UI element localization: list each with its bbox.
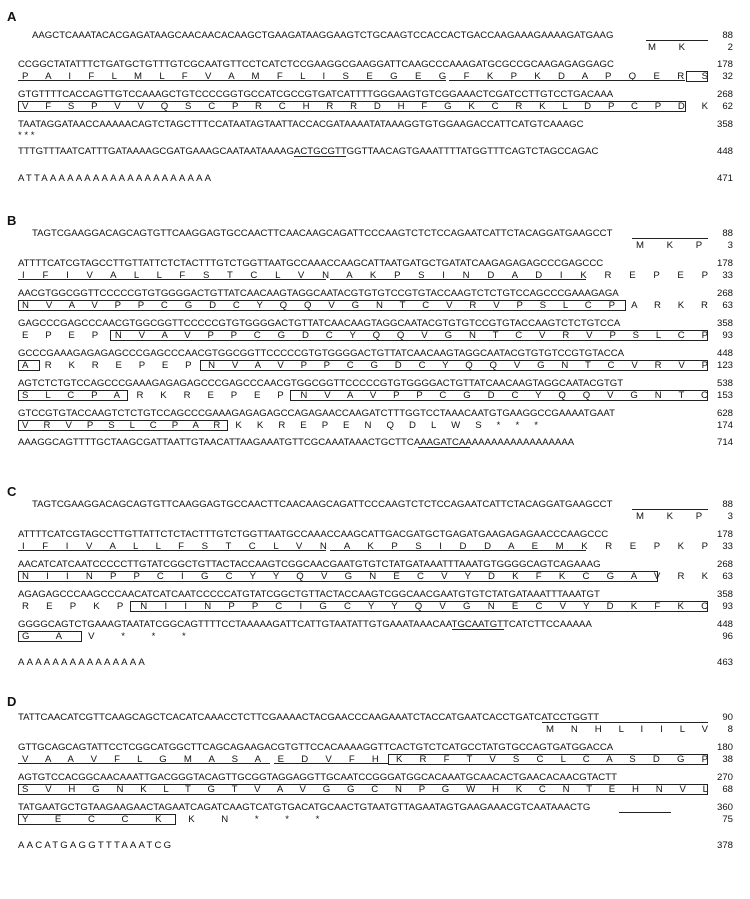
row-number: 268	[716, 288, 733, 299]
dna-row: AACGTGGCGGTTCCCCCGTGTGGGGACTGTTATCAACAAGTAGGCAATACGTGTGTCCGTGTACCAAGTCTCTGTCCAGCCCGAAAGAGA	[18, 288, 619, 299]
protein-row: I F I V A L L F S T C L V N A K P S I D D A E M K R E P K P	[22, 541, 708, 552]
mature-peptide-box	[18, 300, 626, 311]
dna-row: GGGGCAGTCTGAAAGTAATATCGGCAGTTTTCCTAAAAAGATTCATTGTAATATTGTGAAATAAACAATGCAATGTTCATCTTCCAAAAA	[18, 619, 592, 630]
protein-row: P A I F L M L F V A M F L I S E G E G F K P K D A P Q E R S	[22, 71, 708, 82]
signal-peptide-underline	[632, 238, 708, 239]
mature-peptide-box	[18, 571, 658, 582]
signal-peptide-underline	[632, 509, 708, 510]
row-number: 448	[716, 348, 733, 359]
row-number: 448	[716, 619, 733, 630]
dna-row: AGTCTCTGTCCAGCCCGAAAGAGAGAGCCCGAGCCCAACGTGGCGGTTCCCCCGTGTGGGGACTGTTATCAACAAGTAGGCAATACGTGT	[18, 378, 624, 389]
polya-signal-underline	[294, 156, 346, 157]
dna-row: ATTTTCATCGTAGCCTTGTTATTCTCTACTTTGTCTGGTTAATGCCAAACCAAGCATTAATGATGCTGATATCAAGAGAGAGCCCGAGCCC	[18, 258, 604, 269]
panel-label-c: C	[7, 484, 17, 499]
row-number: 538	[716, 378, 733, 389]
mature-peptide-box	[18, 420, 228, 431]
row-number: 75	[722, 814, 733, 825]
dna-row: AAAGGCAGTTTTGCTAAGCGATTAATTGTAACATTAAGAAATGTTCGCAAATAAACTGCTTCAAAGATCAAAAAAAAAAAAAAAAAA	[18, 437, 575, 448]
dna-row: AACATCATCAATCCCCCTTGTATCGGCTGTTACTACCAAGTCGGCAACGAATGTGTCTATGATAAATTTAAATGTGGGGCAGTCAGAAAG	[18, 559, 601, 570]
polya-signal-underline	[619, 812, 671, 813]
protein-row: V A A V F L G M A S A E D V F H K R F T V S C L C A S D G P	[22, 754, 708, 765]
row-number: 93	[722, 330, 733, 341]
dna-row: GTTGCAGCAGTATTCCTCGGCATGGCTTCAGCAGAAGACGTGTTCCACAAAAGGTTCACTGTCTCATGCCTATGTGCCAGTGATGGACCA	[18, 742, 614, 753]
row-number: 628	[716, 408, 733, 419]
dna-row: TAATAGGATAACCAAAAACAGTCTAGCTTTCCATAATAGTAATTACCACGATAAAATATAAAGGTGTGGAAGACCATTCATGTCAAAGC	[18, 119, 584, 130]
panel-label-d: D	[7, 694, 17, 709]
dna-row: GTCCGTGTACCAAGTCTCTGTCCAGCCCGAAAGAGAGAGCCAGAGAACCAAGATCTTTGGTCCTAAACAATGTGAAGGCCGAAAATGAAT	[18, 408, 615, 419]
dna-row: TAGTCGAAGGACAGCAGTGTTCAAGGAGTGCCAACTTCAACAAGCAGATTCCCAAGTCTCTCCAGAATCATTCTACAGGATGAAGCCT	[32, 499, 613, 510]
protein-row: M N H L I I L V	[546, 724, 708, 735]
row-number: 123	[716, 360, 733, 371]
row-number: 360	[716, 802, 733, 813]
dna-row: GTGTTTTCACCAGTTGTCCAAAGCTGTCCCCGGTGCCATCGCCGTGATCATTTTGGGAAGTGTCGGAAACTCGATCCTTGTCCTGACAAA	[18, 89, 614, 100]
protein-row: A R K R E P E P N V A V P P C G D C Y Q Q V G N T C V R V P	[22, 360, 708, 371]
signal-peptide-underline	[646, 40, 708, 41]
row-number: 358	[716, 119, 733, 130]
row-number: 448	[716, 146, 733, 157]
row-number: 88	[722, 499, 733, 510]
propeptide-underline	[449, 69, 685, 81]
row-number: 63	[722, 300, 733, 311]
propeptide-underline	[330, 539, 586, 551]
row-number: 270	[716, 772, 733, 783]
propeptide-underline	[274, 752, 388, 764]
row-number: 33	[722, 270, 733, 281]
protein-row: S V H G N K L T G T V A V G G C N P G W H K C N T E H N V L	[22, 784, 708, 795]
row-number: 174	[716, 420, 733, 431]
protein-row: G A V * * *	[22, 631, 198, 642]
dna-row: AAGCTCAAATACACGAGATAAGCAACAACACAAGCTGAAGATAAGGAAGTCTGCAAGTCCACCACTGACCAAGAAAGAAAAGATGAAG	[32, 30, 614, 41]
row-number: 178	[716, 529, 733, 540]
dna-row: AACATGAGGTTTAAATCG	[18, 840, 174, 851]
protein-row: Y E C C K K N * * *	[22, 814, 332, 825]
protein-row: V F S P V V Q S C P R C H R R D H F G K C R K L D P C P D K	[22, 101, 708, 112]
row-number: 33	[722, 541, 733, 552]
mature-peptide-box	[290, 390, 708, 401]
mature-peptide-box	[110, 330, 708, 341]
mature-peptide-box	[130, 601, 708, 612]
row-number: 88	[722, 30, 733, 41]
row-number: 268	[716, 89, 733, 100]
row-number: 90	[722, 712, 733, 723]
protein-row: M K P	[636, 511, 713, 522]
dna-row: AGAGAGCCCAAGCCCAACATCATCAATCCCCCATGTATCGGCTGTTACTACCAAGTCGGCAACGAATGTGTCTATGATAAATTTAAATGT	[18, 589, 600, 600]
dna-row: ATTTTCATCGTAGCCTTGTTATTCTCTACTTTGTCTGGTTAATGCCAAACCAAGCATTGACGATGCTGAGATGAAGAGAGAACCCAAGCCC	[18, 529, 609, 540]
signal-peptide-underline	[18, 69, 446, 81]
protein-row: M K P	[636, 240, 713, 251]
row-number: 180	[716, 742, 733, 753]
mature-peptide-box	[18, 631, 82, 642]
row-number: 96	[722, 631, 733, 642]
signal-peptide-underline	[18, 752, 270, 764]
dna-row: TAGTCGAAGGACAGCAGTGTTCAAGGAGTGCCAACTTCAACAAGCAGATTCCCAAGTCTCTCCAGAATCATTCTACAGGATGAAGCCT	[32, 228, 613, 239]
row-number: 62	[722, 101, 733, 112]
dna-row: AAAAAAAAAAAAAAA	[18, 657, 147, 668]
propeptide-underline	[330, 268, 586, 280]
row-number: 378	[716, 840, 733, 851]
dna-row: GAGCCCGAGCCCAACGTGGCGGTTCCCCCGTGTGGGGACTGTTATCAACAAGTAGGCAATACGTGTGTCCGTGTACCAAGTCTCTGTCCA	[18, 318, 621, 329]
protein-row: M K	[648, 42, 696, 53]
row-number: 471	[716, 173, 733, 184]
row-number: 178	[716, 258, 733, 269]
protein-row: S L C P A R K R E P E P N V A V P P C G D C Y Q Q V G N T C	[22, 390, 708, 401]
row-number: 178	[716, 59, 733, 70]
dna-row: AGTGTCCACGGCAACAAATTGACGGGTACAGTTGCGGTAGGAGGTTGCAATCCGGGATGGCACAAATGCAACACTGAACACAACGTACTT	[18, 772, 617, 783]
mature-peptide-box	[18, 360, 40, 371]
mature-peptide-box	[18, 784, 708, 795]
row-number: 38	[722, 754, 733, 765]
polya-signal-underline	[452, 629, 504, 630]
dna-row: TATGAATGCTGTAAGAAGAACTAGAATCAGATCAAGTCATGTGACATGCAACTGTAATGTTAGAATAGTGAAGAAACGTCAATAAACTG	[18, 802, 591, 813]
row-number: 68	[722, 784, 733, 795]
mature-peptide-box	[18, 101, 686, 112]
protein-row: N I I N P P C I G C Y Y Q V G N E C V Y D K F K C G A V R K	[22, 571, 708, 582]
dna-row: TTTGTTTAATCATTTGATAAAAGCGATGAAAGCAATAATAAAAGACTGCGTTGGTTAACAGTGAAATTTTATGGTTTCAGTCTAGCCAGAC	[18, 146, 599, 157]
row-number: 358	[716, 589, 733, 600]
row-number: 8	[727, 724, 733, 735]
dna-row: ATTAAAAAAAAAAAAAAAAAAAA	[18, 173, 214, 184]
protein-row: V R V P S L C P A R K K R E P E N Q D L W S * * *	[22, 420, 538, 431]
dna-row: GCCCGAAAGAGAGAGCCCGAGCCCAACGTGGCGGTTCCCCCGTGTGGGGACTGTTATCAACAAGTAGGCAATACGTGTGTCCGTGTACCA	[18, 348, 625, 359]
stop-codon: * * *	[18, 130, 35, 141]
row-number: 88	[722, 228, 733, 239]
protein-row: E P E P N V A V P P C G D C Y Q Q V G N T C V R V P S L C P	[22, 330, 708, 341]
polya-signal-underline	[418, 447, 470, 448]
protein-row: N V A V P P C G D C Y Q Q V G N T C V R V P S L C P A R K R	[22, 300, 708, 311]
signal-peptide-underline	[542, 722, 708, 723]
row-number: 358	[716, 318, 733, 329]
row-number: 714	[716, 437, 733, 448]
mature-peptide-box	[18, 390, 128, 401]
row-number: 63	[722, 571, 733, 582]
panel-label-a: A	[7, 9, 17, 24]
dna-row: TATTCAACATCGTTCAAGCAGCTCACATCAAACCTCTTCGAAAACTACGAACCCAAGAAATCTACCATGAATCACCTGATCATCCTGGTT	[18, 712, 600, 723]
signal-peptide-underline	[18, 268, 326, 280]
row-number: 268	[716, 559, 733, 570]
mature-peptide-box	[200, 360, 708, 371]
row-number: 3	[727, 511, 733, 522]
mature-peptide-box	[18, 814, 176, 825]
panel-label-b: B	[7, 213, 17, 228]
signal-peptide-underline	[18, 539, 326, 551]
row-number: 153	[716, 390, 733, 401]
row-number: 2	[727, 42, 733, 53]
row-number: 3	[727, 240, 733, 251]
protein-row: I F I V A L L F S T C L V N A K P S I N D A D I K R E P E P	[22, 270, 708, 281]
row-number: 93	[722, 601, 733, 612]
row-number: 463	[716, 657, 733, 668]
protein-row: R E P K P N I I N P P C I G C Y Y Q V G N E C V Y D K F K C	[22, 601, 708, 612]
row-number: 32	[722, 71, 733, 82]
mature-peptide-box	[388, 754, 708, 765]
dna-row: CCGGCTATATTTCTGATGCTGTTTGTCGCAATGTTCCTCATCTCCGAAGGCGAAGGATTCAAGCCCAAAGATGCGCCGCAAGAGAGGAGC	[18, 59, 614, 70]
